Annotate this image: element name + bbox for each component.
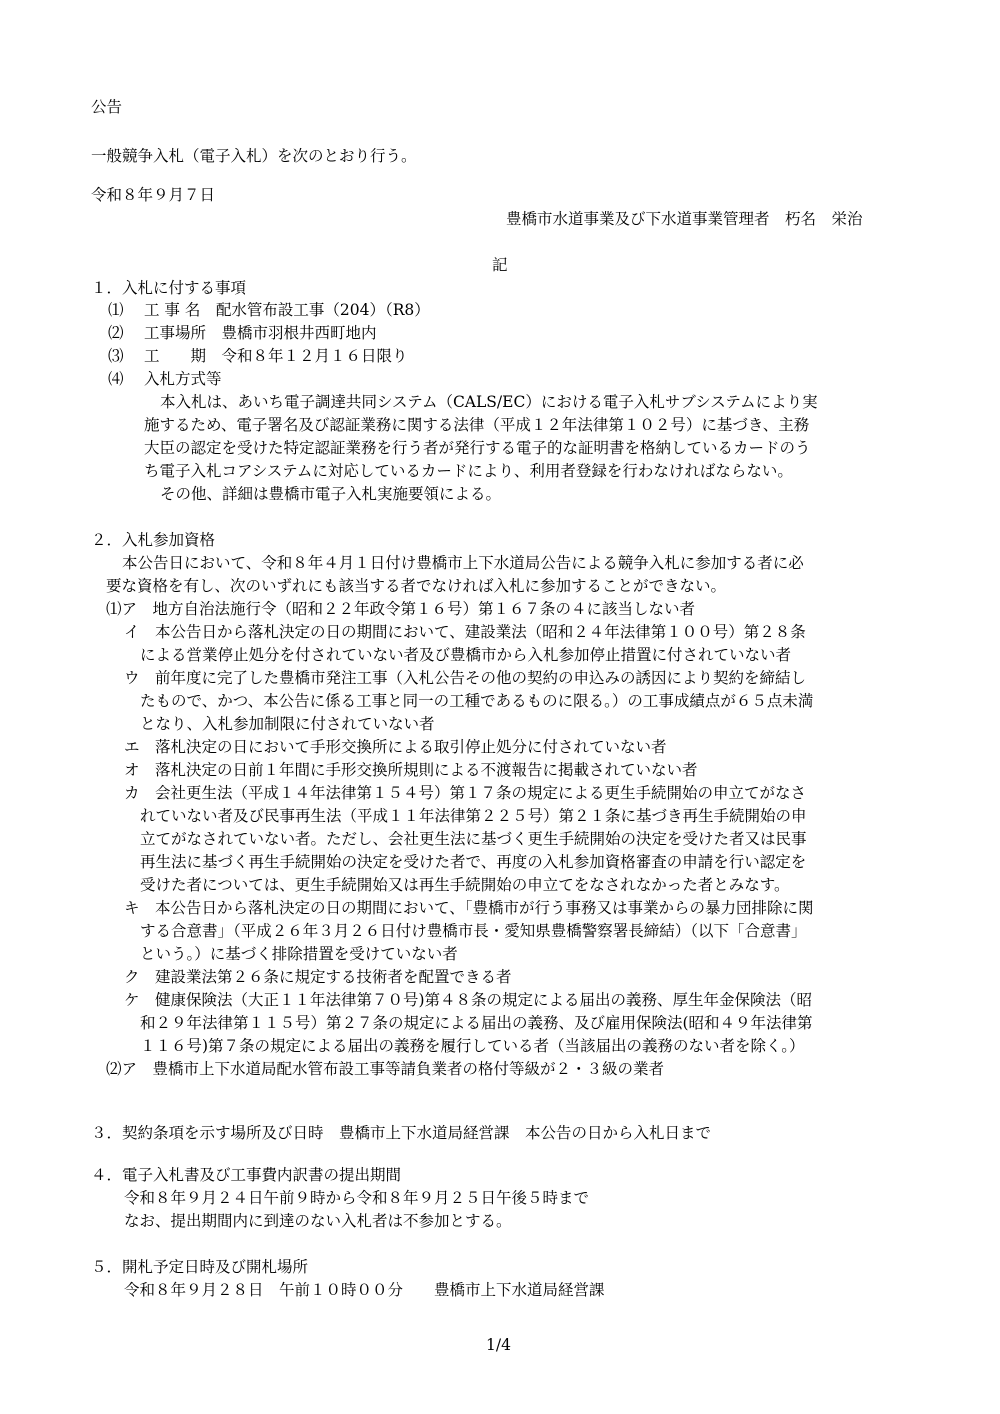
s2-item-i-cont: による営業停止処分を付されていない者及び豊橋市から入札参加停止措置に付されていない者 — [140, 646, 792, 664]
s2-item-u-cont: となり、入札参加制限に付されていない者 — [140, 715, 435, 733]
s2-item-ke-cont: １１６号)第７条の規定による届出の義務を履行している者（当該届出の義務のない者を除く。） — [140, 1037, 805, 1055]
s1-item2-mark: ⑵ — [108, 324, 124, 342]
s2-item-ka-cont: 受けた者については、更生手続開始又は再生手続開始の申立てをなされなかった者とみなす。 — [140, 876, 790, 894]
s2-intro-line: 要な資格を有し、次のいずれにも該当する者でなければ入札に参加することができない。 — [106, 577, 727, 595]
s2-item-ku: ク 建設業法第２６条に規定する技術者を配置できる者 — [124, 968, 512, 986]
s1-item1-text: 工 事 名 配水管布設工事（204）（R8） — [144, 301, 430, 319]
s1-item3-mark: ⑶ — [108, 347, 124, 365]
s4-period: 令和８年９月２４日午前９時から令和８年９月２５日午後５時まで — [124, 1189, 590, 1207]
notice-date: 令和８年９月７日 — [91, 186, 216, 204]
ki-heading: 記 — [492, 256, 508, 274]
s2-item-ke: ケ 健康保険法（大正１１年法律第７０号)第４８条の規定による届出の義務、厚生年金保険法（昭 — [124, 991, 813, 1009]
section-3-line: ３．契約条項を示す場所及び日時 豊橋市上下水道局経営課 本公告の日から入札日まで — [91, 1124, 712, 1142]
s2-item-ka-cont: 立てがなされていない者。ただし、会社更生法に基づく更生手続開始の決定を受けた者又は民事 — [140, 830, 807, 848]
s1-item2-text: 工事場所 豊橋市羽根井西町地内 — [144, 324, 377, 342]
s2-item-o: オ 落札決定の日前１年間に手形交換所規則による不渡報告に掲載されていない者 — [124, 761, 698, 779]
section-4-heading: ４．電子入札書及び工事費内訳書の提出期間 — [91, 1166, 402, 1184]
s2-item-ka: カ 会社更生法（平成１４年法律第１５４号）第１７条の規定による更生手続開始の申立てがなさ — [124, 784, 807, 802]
s2-item-ki-cont: という。）に基づく排除措置を受けていない者 — [140, 945, 458, 963]
s2-item-a: ⑴ア 地方自治法施行令（昭和２２年政令第１６号）第１６７条の４に該当しない者 — [106, 600, 696, 618]
s1-paragraph-line: その他、詳細は豊橋市電子入札実施要領による。 — [160, 485, 502, 503]
s2-item-e: エ 落札決定の日において手形交換所による取引停止処分に付されていない者 — [124, 738, 667, 756]
issuer: 豊橋市水道事業及び下水道事業管理者 朽名 栄治 — [506, 210, 863, 228]
s2-item-ki: キ 本公告日から落札決定の日の期間において、「豊橋市が行う事務又は事業からの暴力団排除に関 — [124, 899, 814, 917]
s1-paragraph-line: ち電子入札コアシステムに対応しているカードにより、利用者登録を行わなければならない。 — [144, 462, 793, 480]
section-1-heading: １．入札に付する事項 — [91, 279, 247, 297]
s1-paragraph-line: 本入札は、あいち電子調達共同システム（CALS/EC）における電子入札サブシステムにより実 — [160, 393, 818, 411]
s1-paragraph-line: 大臣の認定を受けた特定認証業務を行う者が発行する電子的な証明書を格納しているカードのう — [144, 439, 811, 457]
s2-intro-line: 本公告日において、令和８年４月１日付け豊橋市上下水道局公告による競争入札に参加する者に必 — [122, 554, 804, 572]
s1-item1-mark: ⑴ — [108, 301, 124, 319]
page-number: 1/4 — [486, 1336, 511, 1354]
s2-item-u-cont: たもので、かつ、本公告に係る工事と同一の工種であるものに限る。）の工事成績点が６５点未満 — [140, 692, 814, 710]
s2-item-i: イ 本公告日から落札決定の日の期間において、建設業法（昭和２４年法律第１００号）第２８条 — [124, 623, 806, 641]
s1-item3-text: 工 期 令和８年１２月１６日限り — [144, 347, 408, 365]
s5-datetime-place: 令和８年９月２８日 午前１０時００分 豊橋市上下水道局経営課 — [124, 1281, 605, 1299]
s4-note: なお、提出期間内に到達のない入札者は不参加とする。 — [124, 1212, 512, 1230]
s1-item4-text: 入札方式等 — [144, 370, 222, 388]
section-2-heading: ２．入札参加資格 — [91, 531, 216, 549]
s2-item-b: ⑵ア 豊橋市上下水道局配水管布設工事等請負業者の格付等級が２・３級の業者 — [106, 1060, 665, 1078]
s2-item-ke-cont: 和２９年法律第１１５号）第２７条の規定による届出の義務、及び雇用保険法(昭和４９年法律第 — [140, 1014, 813, 1032]
section-5-heading: ５．開札予定日時及び開札場所 — [91, 1258, 309, 1276]
intro-text: 一般競争入札（電子入札）を次のとおり行う。 — [91, 147, 417, 165]
s2-item-ka-cont: 再生法に基づく再生手続開始の決定を受けた者で、再度の入札参加資格審査の申請を行い認定を — [140, 853, 807, 871]
s2-item-ka-cont: れていない者及び民事再生法（平成１１年法律第２２５号）第２１条に基づき再生手続開始の申 — [140, 807, 807, 825]
s1-item4-mark: ⑷ — [108, 370, 124, 388]
notice-label: 公告 — [91, 98, 123, 116]
s1-paragraph-line: 施するため、電子署名及び認証業務に関する法律（平成１２年法律第１０２号）に基づき、主務 — [144, 416, 810, 434]
s2-item-u: ウ 前年度に完了した豊橋市発注工事（入札公告その他の契約の申込みの誘因により契約を締結し — [124, 669, 807, 687]
s2-item-ki-cont: する合意書」（平成２６年３月２６日付け豊橋市長・愛知県豊橋警察署長締結）（以下「合意書」 — [140, 922, 807, 940]
